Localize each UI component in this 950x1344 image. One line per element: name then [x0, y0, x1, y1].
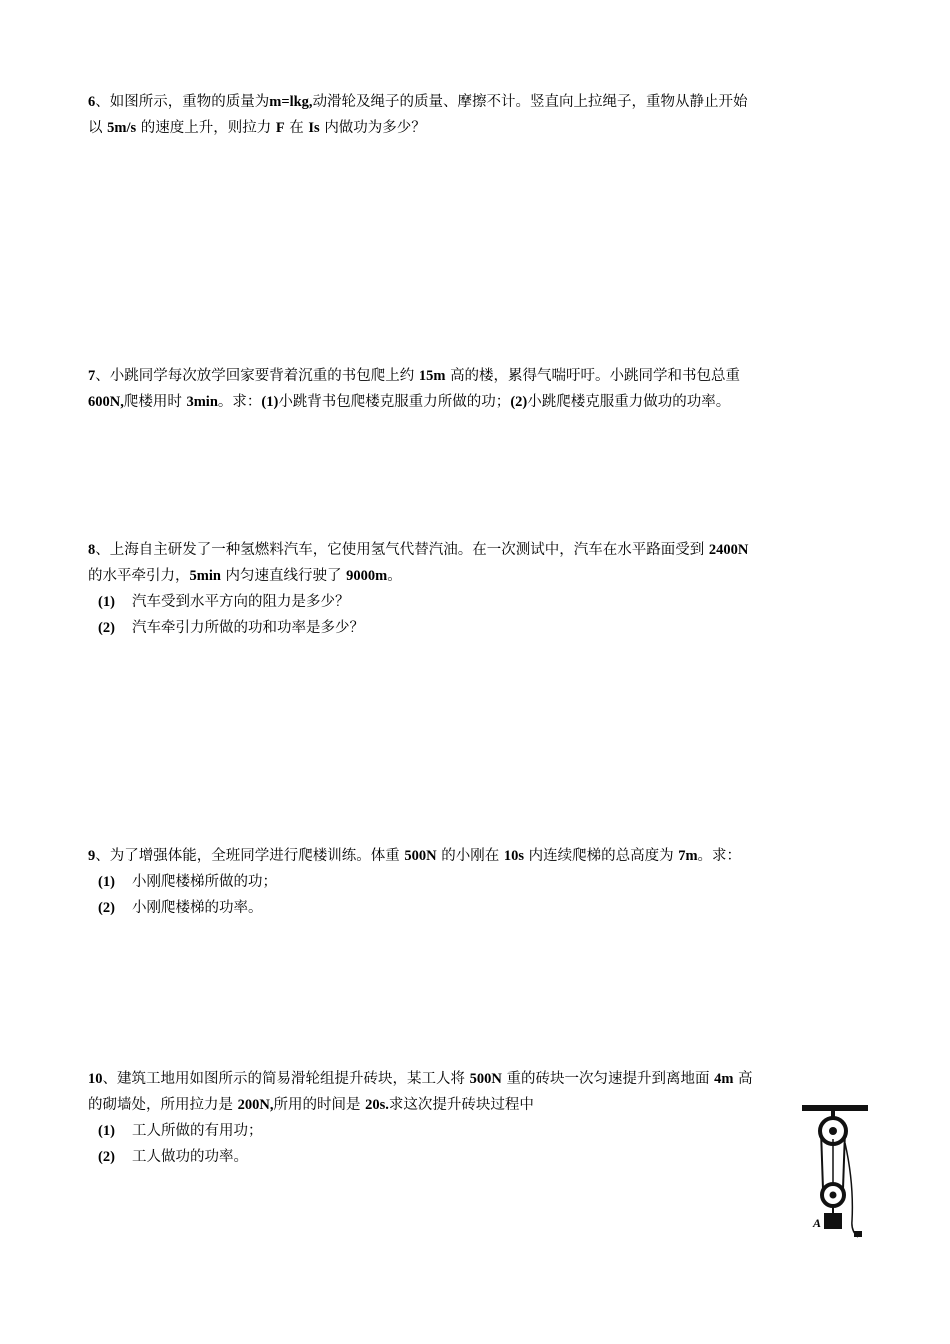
sub-question-number: (1) [98, 1123, 115, 1139]
value: (2) [510, 394, 528, 410]
text: 内连续爬梯的总高度为 [528, 848, 674, 864]
sub-question [98, 615, 868, 641]
question-8 [88, 537, 868, 641]
figure-label: A [813, 1216, 822, 1230]
text: 高 [738, 1071, 753, 1087]
question-9 [88, 843, 868, 921]
question-10-line-1 [88, 1066, 868, 1092]
text: 、小跳同学每次放学回家要背着沉重的书包爬上约 [95, 368, 415, 384]
text: 、上海自主研发了一种氢燃料汽车，它使用氢气代替汽油。在一次测试中，汽车在水平路面受到 [95, 542, 705, 558]
question-9-line-1 [88, 843, 868, 869]
text: 所用的时间是 [273, 1097, 361, 1113]
value: m=lkg, [269, 94, 313, 110]
value: 4m [714, 1071, 734, 1087]
text: 、如图所示，重物的质量为 [95, 94, 270, 110]
value: 15m [418, 368, 446, 384]
value: 9000m [346, 568, 388, 584]
value: (1) [261, 394, 279, 410]
question-8-line-2 [88, 563, 868, 589]
value: 20s. [365, 1097, 389, 1113]
question-number: 7 [88, 368, 96, 384]
sub-question-number: (2) [98, 900, 115, 916]
question-10-line-2 [88, 1092, 868, 1118]
fixed-pulley-axle [829, 1127, 837, 1135]
question-number: 8 [88, 542, 96, 558]
sub-question-text: 汽车受到水平方向的阻力是多少？ [132, 594, 350, 610]
sub-question-text: 工人做功的功率。 [132, 1149, 248, 1165]
value: 3min [186, 394, 218, 410]
sub-question [98, 1118, 868, 1144]
text: 、建筑工地用如图所示的简易滑轮组提升砖块，某工人将 [102, 1071, 465, 1087]
text: 。求： [217, 394, 262, 410]
pulley-svg [802, 1103, 868, 1239]
question-7 [88, 363, 868, 415]
movable-pulley-axle [830, 1192, 837, 1199]
value: 10s [503, 848, 524, 864]
value: Is [308, 120, 320, 136]
sub-question-text: 汽车牵引力所做的功和功率是多少？ [132, 620, 364, 636]
text: 的速度上升，则拉力 [140, 120, 272, 136]
rope-end [854, 1231, 862, 1237]
value: F [275, 120, 285, 136]
sub-question-number: (2) [98, 1149, 115, 1165]
sub-question-text: 工人所做的有用功； [132, 1123, 263, 1139]
sub-question [98, 589, 868, 615]
question-6-line-2 [88, 115, 868, 141]
question-10 [88, 1066, 868, 1170]
text: 的小刚在 [441, 848, 500, 864]
question-8-line-1 [88, 537, 868, 563]
question-number: 10 [88, 1071, 103, 1087]
text: 内做功为多少？ [324, 120, 426, 136]
text: 爬楼用时 [123, 394, 182, 410]
value: 500N [469, 1071, 502, 1087]
question-7-line-2 [88, 389, 868, 415]
text: 的砌墙处，所用拉力是 [88, 1097, 233, 1113]
sub-question-number: (2) [98, 620, 115, 636]
sub-question-number: (1) [98, 874, 115, 890]
sub-question [98, 869, 868, 895]
text: 以 [88, 120, 103, 136]
sub-question [98, 895, 868, 921]
question-7-line-1 [88, 363, 868, 389]
question-6-line-1 [88, 89, 868, 115]
value: 2400N [708, 542, 749, 558]
sub-question [98, 1144, 868, 1170]
text: 、为了增强体能，全班同学进行爬楼训练。体重 [95, 848, 400, 864]
pulley-diagram-icon [802, 1103, 868, 1239]
value: 7m [678, 848, 698, 864]
text: 小跳背书包爬楼克服重力所做的功； [278, 394, 511, 410]
text: 内匀速直线行驶了 [225, 568, 342, 584]
text: 小跳爬楼克服重力做功的功率。 [527, 394, 731, 410]
value: 500N [404, 848, 437, 864]
sub-question-number: (1) [98, 594, 115, 610]
text: 的水平牵引力， [88, 568, 190, 584]
brick-load [824, 1213, 842, 1229]
value: 5m/s [107, 120, 137, 136]
value: 600N, [88, 394, 124, 410]
ceiling-beam [802, 1105, 868, 1111]
question-number: 9 [88, 848, 96, 864]
text: 高的楼，累得气喘吁吁。小跳同学和书包总重 [450, 368, 741, 384]
value: 5min [189, 568, 221, 584]
question-6 [88, 89, 868, 141]
question-number: 6 [88, 94, 96, 110]
text: 重的砖块一次匀速提升到离地面 [506, 1071, 710, 1087]
text: 。 [387, 568, 402, 584]
text: 求这次提升砖块过程中 [388, 1097, 534, 1113]
text: 。求： [697, 848, 742, 864]
value: 200N, [237, 1097, 274, 1113]
text: 在 [289, 120, 304, 136]
text: 动滑轮及绳子的质量、摩擦不计。竖直向上拉绳子，重物从静止开始 [312, 94, 748, 110]
sub-question-text: 小刚爬楼梯所做的功； [132, 874, 277, 890]
sub-question-text: 小刚爬楼梯的功率。 [132, 900, 263, 916]
pull-rope [845, 1143, 858, 1237]
